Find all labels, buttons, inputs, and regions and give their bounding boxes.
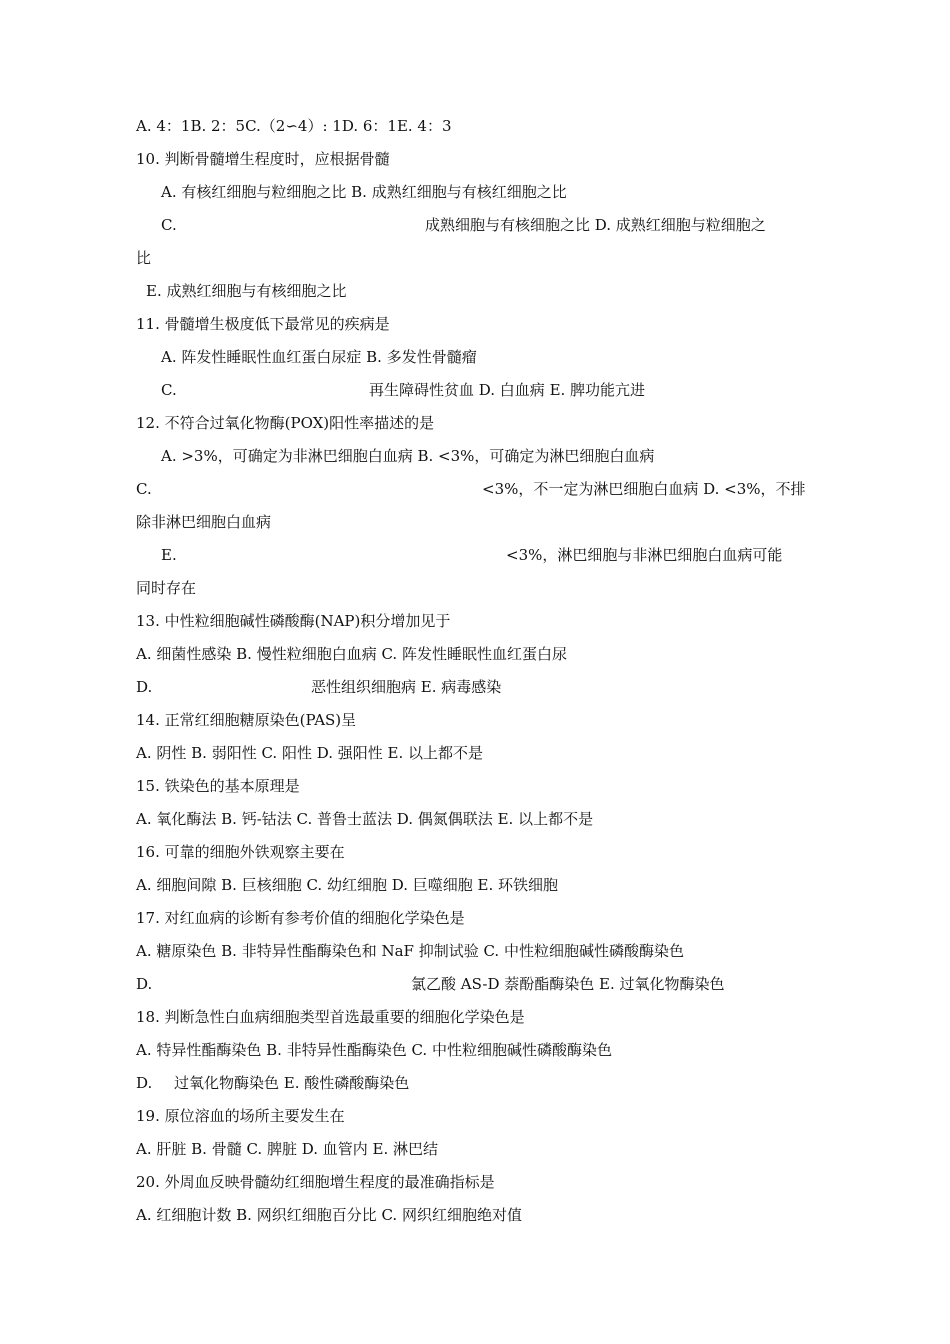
- option-c-label: C.: [161, 381, 177, 399]
- question-19-options: A. 肝脏 B. 骨髓 C. 脾脏 D. 血管内 E. 淋巴结: [136, 1140, 438, 1158]
- question-11: 11. 骨髓增生极度低下最常见的疾病是: [136, 315, 390, 333]
- question-19: 19. 原位溶血的场所主要发生在: [136, 1107, 345, 1125]
- question-18-options-abc: A. 特异性酯酶染色 B. 非特异性酯酶染色 C. 中性粒细胞碱性磷酸酶染色: [136, 1041, 612, 1059]
- option-d-text: 过氧化物酶染色 E. 酸性磷酸酶染色: [174, 1074, 410, 1092]
- option-c-text: <3%，不一定为淋巴细胞白血病 D. <3%，不排: [482, 480, 806, 498]
- answer-options-9: A. 4：1B. 2：5C.（2∽4）: 1D. 6：1E. 4：3: [136, 117, 452, 135]
- option-d-text: 恶性组织细胞病 E. 病毒感染: [311, 678, 502, 696]
- question-12-option-e-continued: 同时存在: [136, 579, 197, 597]
- question-18: 18. 判断急性白血病细胞类型首选最重要的细胞化学染色是: [136, 1008, 525, 1026]
- option-d-label: D.: [136, 1074, 153, 1092]
- question-14-options: A. 阴性 B. 弱阳性 C. 阳性 D. 强阳性 E. 以上都不是: [136, 744, 483, 762]
- option-c-text: 成熟细胞与有核细胞之比 D. 成熟红细胞与粒细胞之: [425, 216, 766, 234]
- question-15: 15. 铁染色的基本原理是: [136, 777, 300, 795]
- option-d-label: D.: [136, 975, 153, 993]
- question-14: 14. 正常红细胞糖原染色(PAS)呈: [136, 711, 357, 729]
- question-13-options-abc: A. 细菌性感染 B. 慢性粒细胞白血病 C. 阵发性睡眠性血红蛋白尿: [136, 645, 567, 663]
- question-17-options-abc: A. 糖原染色 B. 非特异性酯酶染色和 NaF 抑制试验 C. 中性粒细胞碱性磷酸酶染色: [136, 942, 684, 960]
- question-11-options-ab: A. 阵发性睡眠性血红蛋白尿症 B. 多发性骨髓瘤: [161, 348, 477, 366]
- question-10-options-ab: A. 有核红细胞与粒细胞之比 B. 成熟红细胞与有核红细胞之比: [161, 183, 567, 201]
- question-12: 12. 不符合过氧化物酶(POX)阳性率描述的是: [136, 414, 435, 432]
- question-10-option-e: E. 成熟红细胞与有核细胞之比: [146, 282, 347, 300]
- question-16: 16. 可靠的细胞外铁观察主要在: [136, 843, 345, 861]
- question-10-option-d-continued: 比: [136, 249, 152, 267]
- question-16-options: A. 细胞间隙 B. 巨核细胞 C. 幼红细胞 D. 巨噬细胞 E. 环铁细胞: [136, 876, 558, 894]
- option-d-text: 氯乙酸 AS-D 萘酚酯酶染色 E. 过氧化物酶染色: [411, 975, 725, 993]
- option-e-text: <3%，淋巴细胞与非淋巴细胞白血病可能: [506, 546, 783, 564]
- question-13: 13. 中性粒细胞碱性磷酸酶(NAP)积分增加见于: [136, 612, 451, 630]
- question-20: 20. 外周血反映骨髓幼红细胞增生程度的最准确指标是: [136, 1173, 495, 1191]
- option-d-label: D.: [136, 678, 153, 696]
- option-c-label: C.: [136, 480, 152, 498]
- question-17: 17. 对红血病的诊断有参考价值的细胞化学染色是: [136, 909, 465, 927]
- option-e-label: E.: [161, 546, 177, 564]
- question-10: 10. 判断骨髓增生程度时，应根据骨髓: [136, 150, 390, 168]
- question-15-options: A. 氧化酶法 B. 钙-钴法 C. 普鲁士蓝法 D. 偶氮偶联法 E. 以上都不是: [136, 810, 594, 828]
- question-20-options-abc: A. 红细胞计数 B. 网织红细胞百分比 C. 网织红细胞绝对值: [136, 1206, 522, 1224]
- question-12-option-d-continued: 除非淋巴细胞白血病: [136, 513, 272, 531]
- option-c-label: C.: [161, 216, 177, 234]
- question-12-options-ab: A. >3%，可确定为非淋巴细胞白血病 B. <3%，可确定为淋巴细胞白血病: [161, 447, 655, 465]
- option-c-text: 再生障碍性贫血 D. 白血病 E. 脾功能亢进: [369, 381, 646, 399]
